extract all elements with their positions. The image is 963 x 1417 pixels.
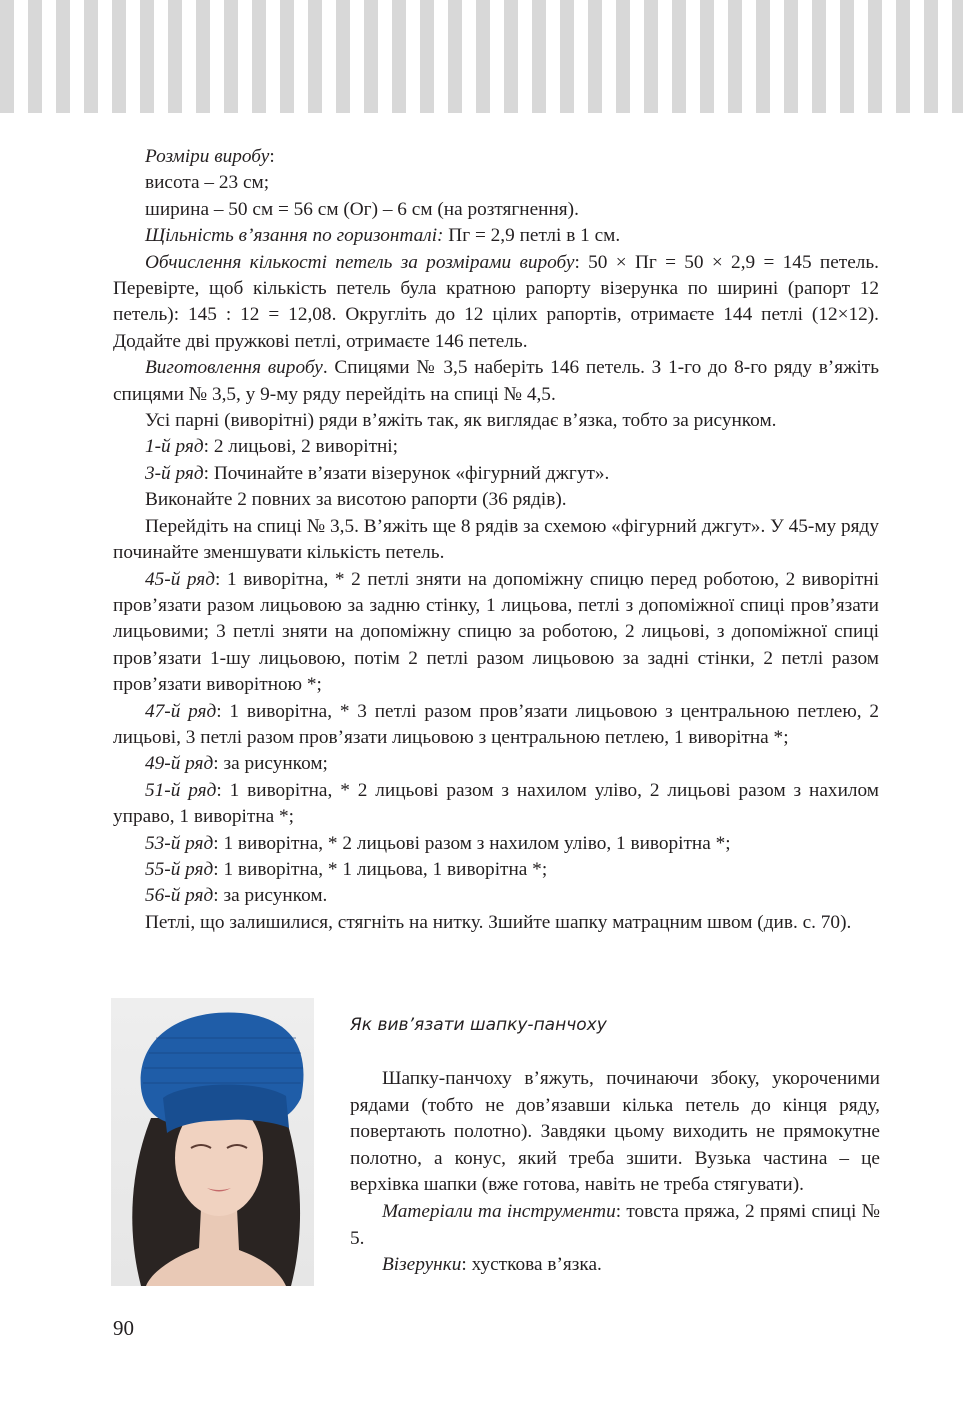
paragraph: Усі парні (виворітні) ряди в’яжіть так, як виглядає в’язка, тобто за рисунком.	[145, 410, 777, 432]
paragraph: Виконайте 2 повних за висотою рапорти (36 рядів).	[145, 489, 567, 511]
paragraph: Щільність в’язання по горизонталі: Пг = 2,9 петлі в 1 см.	[145, 225, 621, 247]
decorative-stripes	[0, 0, 963, 113]
stocking-hat-section	[350, 1010, 880, 1279]
hat-photo-illustration	[111, 998, 314, 1286]
main-text	[113, 144, 879, 936]
paragraph: 1-й ряд: 2 лицьові, 2 виворітні;	[145, 436, 399, 458]
paragraph: Шапку-панчоху в’яжуть, починаючи збоку, укороченими рядами (тобто не дов’язавши кілька петель до кінця ряду, повертають полотно). Завдяки цьому виходить не прямокутне полотно, а конус, який треба зшити. Вузька частина – це верхівка шапки (вже готова, навіть не треба стягувати).	[350, 1068, 880, 1196]
paragraph: 47-й ряд: 1 виворітна, * 3 петлі разом пров’язати лицьовою з центральною петлею, 2 лицьові, 3 петлі разом пров’язати лицьовою з центральною петлею, 1 виворітна *;	[113, 700, 879, 748]
paragraph: висота – 23 см;	[145, 172, 270, 194]
paragraph: Розміри виробу:	[145, 146, 275, 167]
paragraph: Перейдіть на спиці № 3,5. В’яжіть ще 8 рядів за схемою «фігурний джгут». У 45-му ряду починайте зменшувати кількість петель.	[113, 515, 879, 564]
page-number: 90	[113, 1316, 134, 1340]
paragraph: 53-й ряд: 1 виворітна, * 2 лицьові разом з нахилом уліво, 1 виворітна *;	[145, 832, 731, 854]
paragraph: Візерунки: хусткова в’язка.	[382, 1254, 602, 1276]
hat-photo	[111, 998, 314, 1286]
paragraph: Матеріали та інструменти: товста пряжа, 2 прямі спиці № 5.	[350, 1200, 881, 1249]
paragraph: 51-й ряд: 1 виворітна, * 2 лицьові разом з нахилом уліво, 2 лицьові разом з нахилом управо, 1 виворітна *;	[113, 779, 879, 828]
paragraph: 45-й ряд: 1 виворітна, * 2 петлі зняти на допоміжну спицю перед роботою, 2 виворітні пров’язати разом лицьовою за задню стінку, 1 лицьова, петлі з допоміжної спиці пров’язати лицьовими; 3 петлі зняти на допоміжну спицю за роботою, 2 лицьові, з допоміжної спиці пров’язати 1-шу лицьовою, потім 2 петлі разом лицьовою за задні стінки, 2 петлі разом пров’язати виворітною *;	[113, 568, 879, 696]
paragraph: ширина – 50 см = 56 см (Ог) – 6 см (на розтягнення).	[145, 198, 579, 220]
paragraph: 56-й ряд: за рисунком.	[145, 885, 328, 907]
paragraph: Обчислення кількості петель за розмірами виробу: 50 × Пг = 50 × 2,9 = 145 петель. Перевірте, щоб кількість петель була кратною рапорту візерунка по ширині (рапорт 12 петель): 145 : 12 = 12,08. Округліть до 12 цілих рапортів, отримаєте 144 петлі (12×12). Додайте дві пружкові петлі, отримаєте 146 петель.	[113, 251, 879, 352]
section-title: Як вив’язати шапку-панчоху	[350, 1015, 607, 1035]
paragraph: Петлі, що залишилися, стягніть на нитку. Зшийте шапку матрацним швом (див. с. 70).	[145, 911, 852, 933]
paragraph: 55-й ряд: 1 виворітна, * 1 лицьова, 1 виворітна *;	[145, 858, 548, 880]
paragraph: 49-й ряд: за рисунком;	[145, 753, 328, 775]
paragraph: Виготовлення виробу. Спицями № 3,5 наберіть 146 петель. З 1-го до 8-го ряду в’яжіть спицями № 3,5, у 9-му ряду перейдіть на спиці № 4,5.	[113, 357, 879, 405]
paragraph: 3-й ряд: Починайте в’язати візерунок «фігурний джгут».	[145, 462, 610, 484]
